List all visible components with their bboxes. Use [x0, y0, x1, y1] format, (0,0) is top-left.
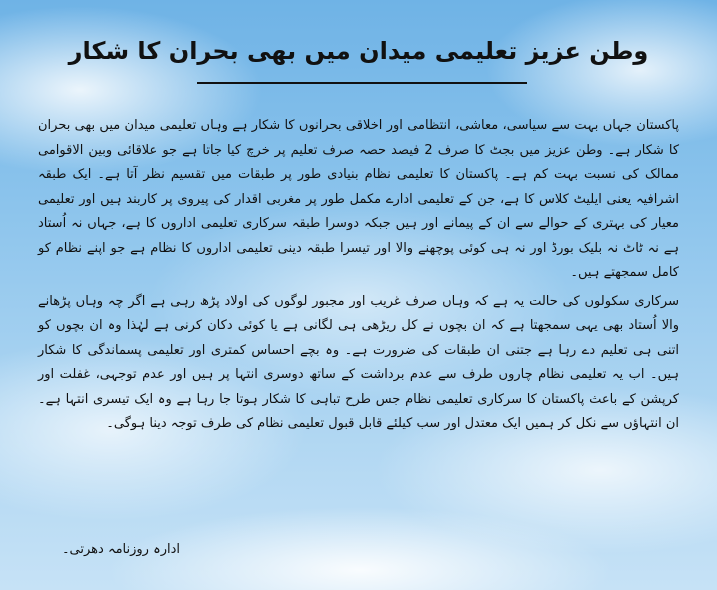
article-paragraph-1: پاکستان جہاں بہت سے سیاسی، معاشی، انتظامی اور اخلاقی بحرانوں کا شکار ہے وہاں تعلیمی میدان میں بھی بحران کا شکار ہے۔ وطن عزیز میں بجٹ کا صرف 2 فیصد حصہ صرف تعلیم پر خرچ کیا جاتا ہے جو علاقائی وبین الاقوامی ممالک کی نسبت بہت کم ہے۔ پاکستان کا تعلیمی نظام بنیادی طور پر طبقات میں تقسیم نظر آتا ہے۔ ایک طبقہ اشرافیہ یعنی ایلیٹ کلاس کا ہے، جن کے تعلیمی ادارے مکمل طور پر مغربی اقدار کی پیروی پر کاربند ہیں اور تعلیمی معیار کی بہتری کے حوالے سے ان کے پیمانے اور ہیں جبکہ دوسرا طبقہ سرکاری تعلیمی اداروں کا ہے، جہاں نہ اُستاد ہے نہ ٹاٹ نہ بلیک بورڈ اور نہ ہی کوئی پوچھنے والا اور تیسرا طبقہ دینی تعلیمی اداروں کا نظام ہے جو اپنے نظام کو کامل سمجھتے ہیں۔	[38, 118, 680, 280]
title-underline	[197, 82, 527, 84]
article-body	[38, 114, 679, 437]
article-signature: ادارہ روزنامہ دھرتی۔	[61, 542, 180, 557]
article-paragraph-2: سرکاری سکولوں کی حالت یہ ہے کہ وہاں صرف غریب اور مجبور لوگوں کی اولاد پڑھ رہی ہے اگر چہ وہاں پڑھانے والا اُستاد بھی یہی سمجھتا ہے کہ ان بچوں نے کل ریڑھی ہی لگانی ہے یا کوئی دکان کرنی ہے لہٰذا وہ ان بچوں کو اتنی ہی تعلیم دے رہا ہے جتنی ان طبقات کی ضرورت ہے۔ وہ بچے احساس کمتری اور تعلیمی پسماندگی کا شکار ہیں۔ اب یہ تعلیمی نظام چاروں طرف سے عدم برداشت کے ساتھ دوسری انتہا پر ہیں اور عدم توجہی، غفلت اور کرپشن کے باعث پاکستان کا سرکاری تعلیمی نظام جس طرح تباہی کا شکار ہوتا جا رہا ہے وہ ایک تیسری انتہا ہے۔ ان انتہاؤں سے نکل کر ہمیں ایک معتدل اور سب کیلئے قابل قبول تعلیمی نظام کی طرف توجہ دینا ہوگی۔	[38, 293, 679, 431]
article-title: وطن عزیز تعلیمی میدان میں بھی بحران کا شکار	[68, 37, 649, 65]
